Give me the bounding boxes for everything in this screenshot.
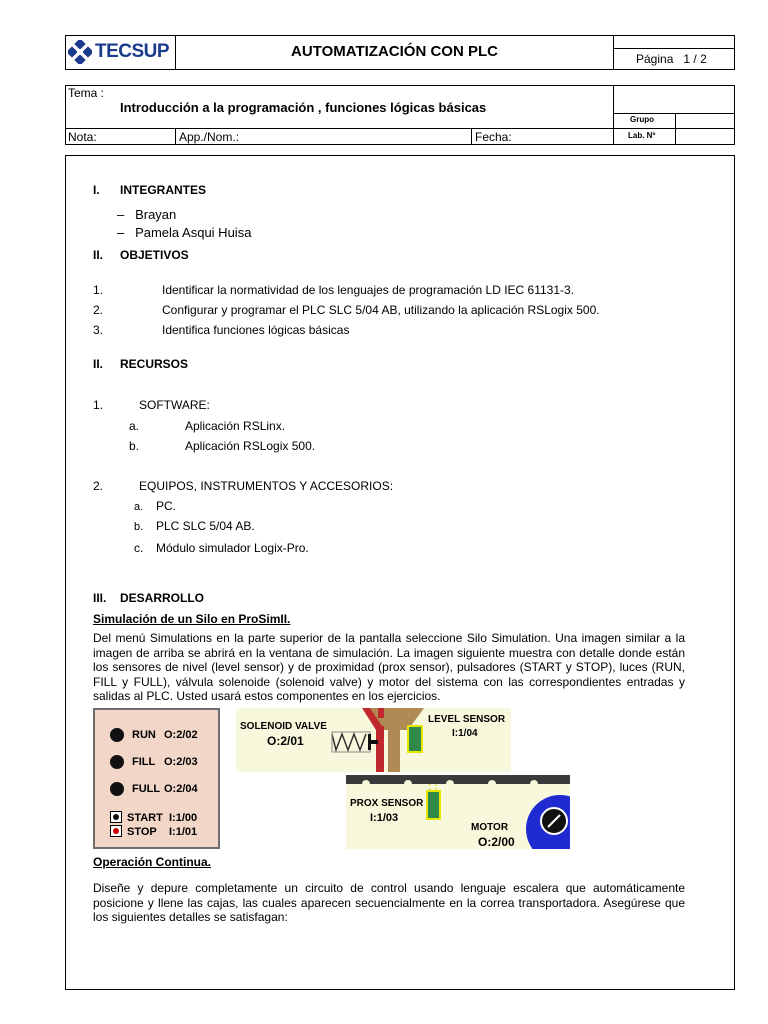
solenoid-valve-address: O:2/01: [267, 734, 304, 748]
page-number: [636, 52, 707, 66]
motor-label: MOTOR: [471, 822, 509, 833]
start-label: START: [127, 812, 163, 824]
software-item: a. Aplicación RSLinx.: [129, 419, 286, 433]
software-item: b. Aplicación RSLogix 500.: [129, 439, 316, 453]
section-desarrollo: III. DESARROLLO: [93, 591, 204, 605]
lab-label: Lab. Nº: [628, 131, 656, 140]
member-item: – Pamela Asqui Huisa: [117, 225, 252, 240]
tema-label: Tema :: [68, 86, 105, 100]
subtitle-simulacion: Simulación de un Silo en ProSimII.: [93, 612, 291, 626]
software-heading: 1. SOFTWARE:: [93, 398, 210, 412]
full-label: FULL: [132, 783, 161, 795]
logo-text: TECSUP: [95, 41, 170, 62]
full-address: O:2/04: [164, 783, 198, 795]
motor-address: O:2/00: [478, 835, 515, 849]
grupo-label: Grupo: [630, 115, 654, 124]
objective-item: 1. Identificar la normatividad de los lenguajes de programación LD IEC 61131-3.: [93, 283, 575, 297]
fecha-label: Fecha:: [475, 130, 512, 144]
start-address: I:1/00: [169, 812, 198, 824]
prox-sensor-label: PROX SENSOR: [350, 798, 424, 809]
prox-sensor-address: I:1/03: [370, 812, 399, 824]
run-address: O:2/02: [164, 729, 198, 741]
fill-lamp: [110, 755, 124, 769]
objective-item: 2. Configurar y programar el PLC SLC 5/04 AB, utilizando la aplicación RSLogix 500.: [93, 303, 600, 317]
section-recursos: II. RECURSOS: [93, 357, 189, 371]
section-objetivos: II. OBJETIVOS: [93, 248, 189, 262]
run-label: RUN: [132, 729, 156, 741]
tecsup-logo: [68, 38, 174, 66]
subtitle-operacion: Operación Continua.: [93, 855, 212, 869]
tema-value: Introducción a la programación , funciones lógicas básicas: [120, 100, 487, 115]
equipment-item: a. PC.: [134, 499, 177, 513]
stop-label: STOP: [127, 826, 157, 838]
level-sensor-label: LEVEL SENSOR: [428, 714, 506, 725]
equipos-heading: 2. EQUIPOS, INSTRUMENTOS Y ACCESORIOS:: [93, 479, 394, 493]
full-lamp: [110, 782, 124, 796]
page-label: Página: [636, 52, 674, 66]
member-item: – Brayan: [117, 207, 177, 222]
app-nom-label: App./Nom.:: [179, 130, 240, 144]
start-button[interactable]: [110, 811, 122, 823]
equipment-item: c. Módulo simulador Logix-Pro.: [134, 541, 309, 555]
tecsup-logo-icon: [68, 40, 92, 64]
stop-address: I:1/01: [169, 826, 198, 838]
stop-button[interactable]: [110, 825, 122, 837]
intro-paragraph: Del menú Simulations en la parte superior de la pantalla seleccione Silo Simulation. Una imagen similar a la imagen de arriba se abrirá en la ventana de simulación. La imagen siguiente muestra con detalle donde están los sensores de nivel (level sensor) y de proximidad (prox sensor), pulsadores (START y STOP), luces (RUN, FILL y FULL), válvula solenoide (solenoid valve) y motor del sistema con las correspondientes entradas y salidas al PLC. Usted usará estos componentes en los ejercicios.: [93, 631, 685, 703]
page-title: AUTOMATIZACIÓN CON PLC: [291, 43, 498, 60]
objective-item: 3. Identifica funciones lógicas básicas: [93, 323, 350, 337]
operation-paragraph: Diseñe y depure completamente un circuito de control usando lenguaje escalera que automáticamente posicione y llene las cajas, las cuales aparecen secuencialmente en la correa transportadora. Asegúrese que los siguientes detalles se satisfagan:: [93, 881, 685, 924]
fill-address: O:2/03: [164, 756, 198, 768]
section-integrantes: I. INTEGRANTES: [93, 183, 207, 197]
fill-label: FILL: [132, 756, 156, 768]
page-value: 1 / 2: [683, 52, 707, 66]
run-lamp: [110, 728, 124, 742]
level-sensor-address: I:1/04: [452, 728, 478, 739]
equipment-item: b. PLC SLC 5/04 AB.: [134, 519, 255, 533]
nota-label: Nota:: [68, 130, 97, 144]
solenoid-valve-label: SOLENOID VALVE: [240, 721, 327, 732]
